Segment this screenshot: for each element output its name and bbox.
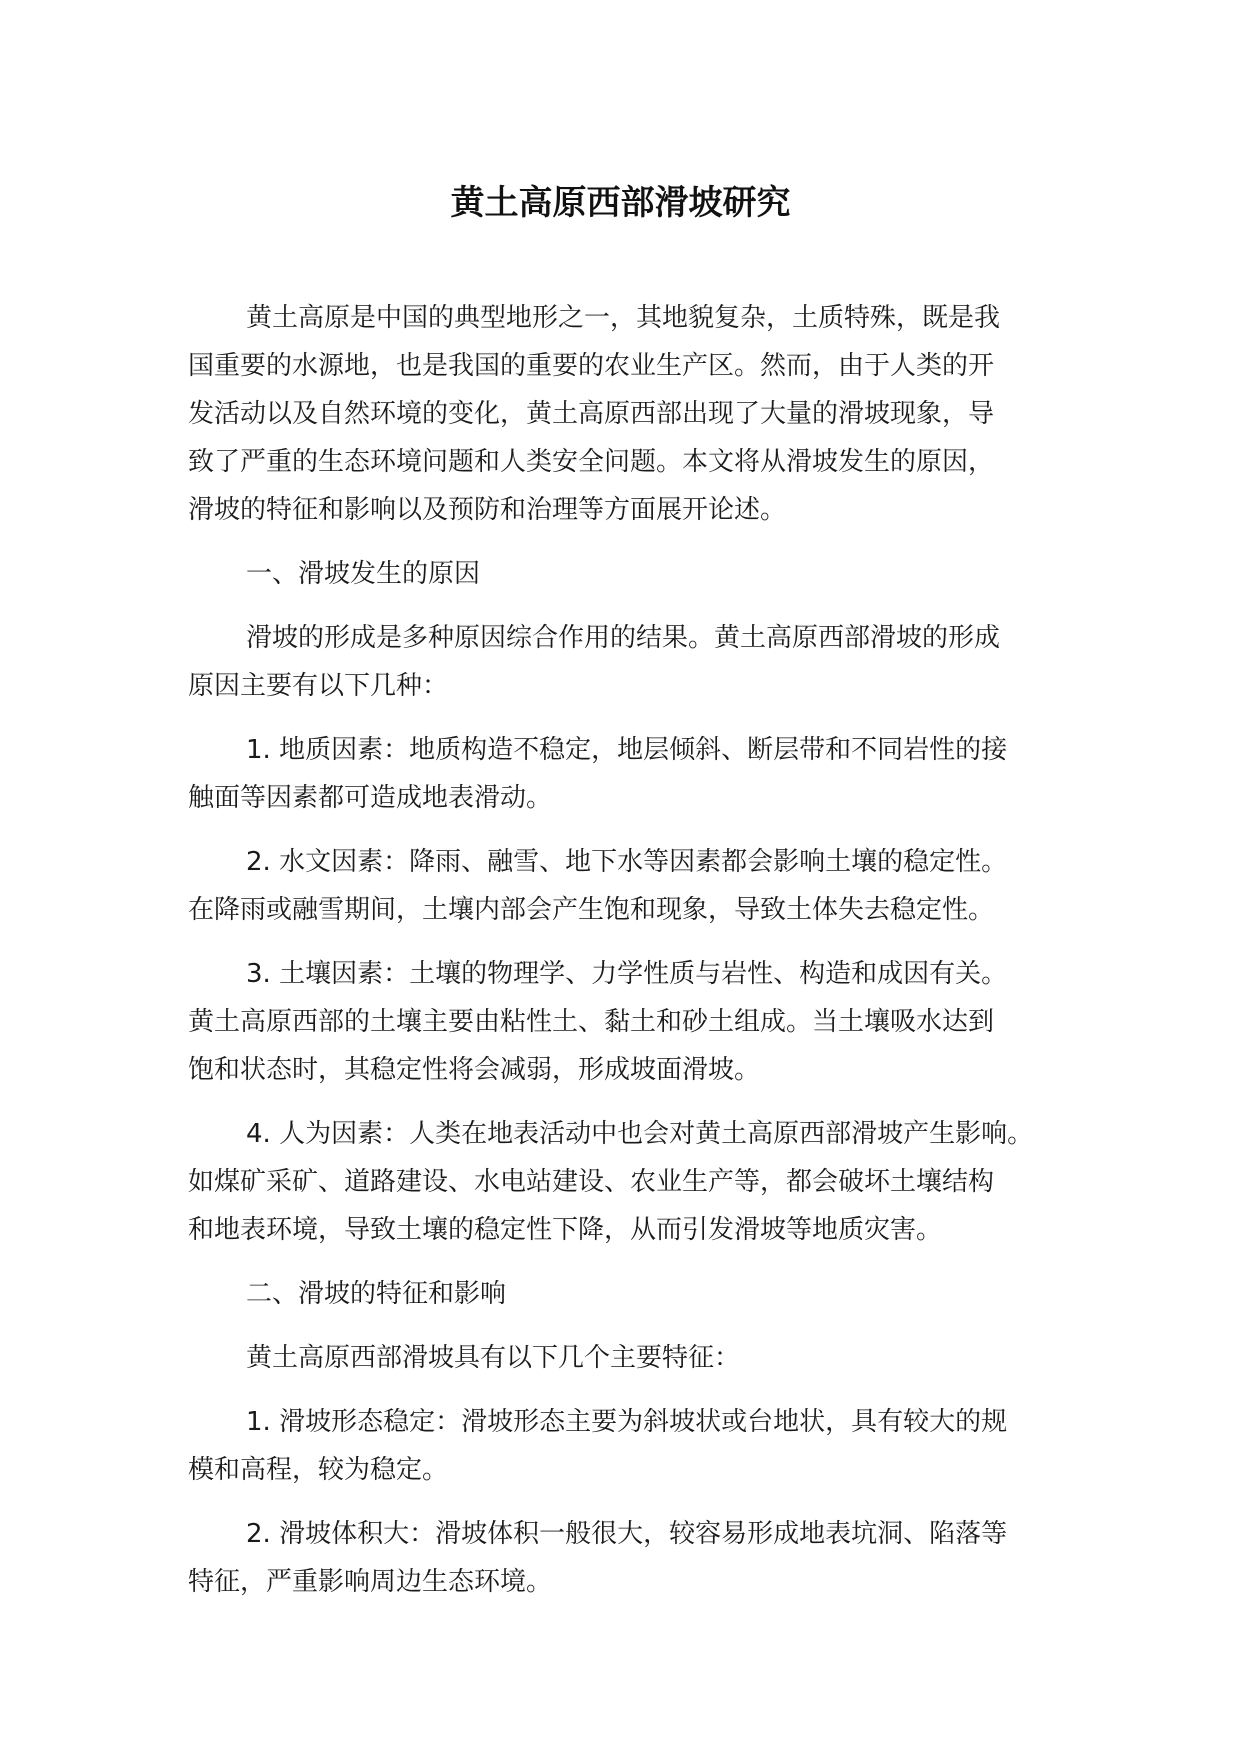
paragraph-features-intro bbox=[188, 1334, 1048, 1382]
list-item-human bbox=[188, 1110, 1048, 1254]
paragraph-intro bbox=[188, 294, 1048, 534]
paragraph-line: 黄土高原西部滑坡具有以下几个主要特征： bbox=[246, 1343, 741, 1373]
paragraph-line: 触面等因素都可造成地表滑动。 bbox=[188, 783, 553, 813]
paragraph-line: 4. 人为因素：人类在地表活动中也会对黄土高原西部滑坡产生影响。 bbox=[246, 1119, 1034, 1149]
paragraph-causes-intro bbox=[188, 614, 1048, 710]
paragraph-line: 黄土高原是中国的典型地形之一，其地貌复杂，土质特殊，既是我 bbox=[246, 303, 1001, 333]
paragraph-line: 3. 土壤因素：土壤的物理学、力学性质与岩性、构造和成因有关。 bbox=[246, 959, 1008, 989]
list-item-form bbox=[188, 1398, 1048, 1494]
section-heading-line: 二、滑坡的特征和影响 bbox=[246, 1279, 507, 1309]
paragraph-line: 原因主要有以下几种： bbox=[188, 671, 449, 701]
paragraph-line: 如煤矿采矿、道路建设、水电站建设、农业生产等，都会破坏土壤结构 bbox=[188, 1167, 995, 1197]
paragraph-line: 1. 滑坡形态稳定：滑坡形态主要为斜坡状或台地状，具有较大的规 bbox=[246, 1407, 1008, 1437]
paragraph-line: 国重要的水源地，也是我国的重要的农业生产区。然而，由于人类的开 bbox=[188, 351, 995, 381]
paragraph-line: 2. 滑坡体积大：滑坡体积一般很大，较容易形成地表坑洞、陷落等 bbox=[246, 1519, 1008, 1549]
paragraph-line: 模和高程，较为稳定。 bbox=[188, 1455, 449, 1485]
list-item-volume bbox=[188, 1510, 1048, 1606]
paragraph-line: 1. 地质因素：地质构造不稳定，地层倾斜、断层带和不同岩性的接 bbox=[246, 735, 1008, 765]
list-item-soil bbox=[188, 950, 1048, 1094]
list-item-hydrology bbox=[188, 838, 1048, 934]
paragraph-line: 特征，严重影响周边生态环境。 bbox=[188, 1567, 553, 1597]
paragraph-line: 滑坡的形成是多种原因综合作用的结果。黄土高原西部滑坡的形成 bbox=[246, 623, 1001, 653]
section-heading-line: 一、滑坡发生的原因 bbox=[246, 559, 481, 589]
section-heading-causes bbox=[188, 550, 1048, 598]
paragraph-line: 饱和状态时，其稳定性将会减弱，形成坡面滑坡。 bbox=[188, 1055, 761, 1085]
paragraph-line: 2. 水文因素：降雨、融雪、地下水等因素都会影响土壤的稳定性。 bbox=[246, 847, 1008, 877]
paragraph-line: 在降雨或融雪期间，土壤内部会产生饱和现象，导致土体失去稳定性。 bbox=[188, 895, 995, 925]
document-title: 黄土高原西部滑坡研究 bbox=[450, 183, 791, 223]
paragraph-line: 黄土高原西部的土壤主要由粘性土、黏土和砂土组成。当土壤吸水达到 bbox=[188, 1007, 995, 1037]
paragraph-line: 和地表环境，导致土壤的稳定性下降，从而引发滑坡等地质灾害。 bbox=[188, 1215, 943, 1245]
document-body bbox=[188, 294, 1048, 1622]
paragraph-line: 致了严重的生态环境问题和人类安全问题。本文将从滑坡发生的原因， bbox=[188, 447, 995, 477]
list-item-geology bbox=[188, 726, 1048, 822]
paragraph-line: 发活动以及自然环境的变化，黄土高原西部出现了大量的滑坡现象，导 bbox=[188, 399, 995, 429]
section-heading-features bbox=[188, 1270, 1048, 1318]
paragraph-line: 滑坡的特征和影响以及预防和治理等方面展开论述。 bbox=[188, 495, 787, 525]
